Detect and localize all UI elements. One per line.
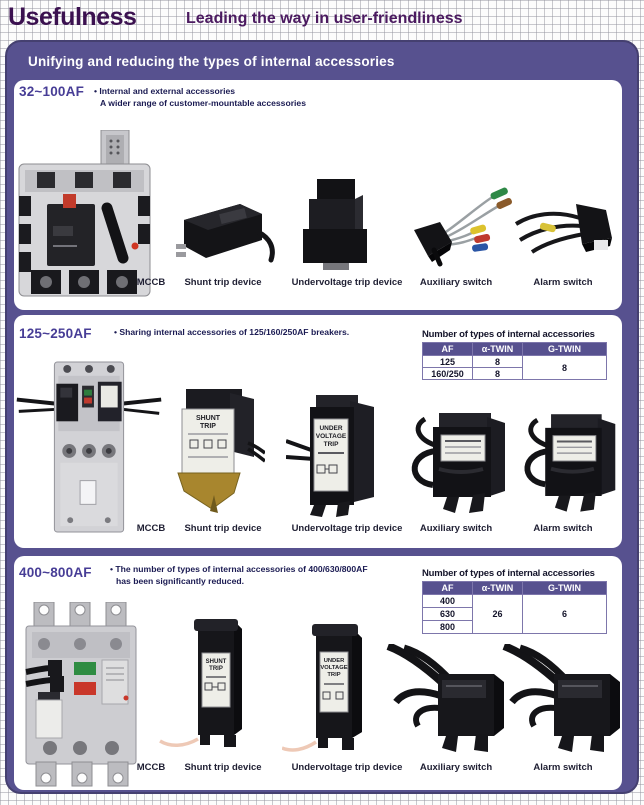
cell-af: 160/250 (423, 368, 473, 380)
device-label-alarm: Alarm switch (533, 523, 593, 534)
device-label-mccb: MCCB (136, 762, 166, 773)
accessories-table (422, 568, 617, 634)
bullet-line: • The number of types of internal accessories of 400/630/800AF (110, 564, 368, 574)
auxiliary-switch-image (406, 184, 513, 269)
alarm-switch-image (516, 404, 626, 514)
page-title: Usefulness (8, 3, 137, 31)
shunt-label-text: TRIP (200, 423, 216, 430)
banner-heading: Unifying and reducing the types of internal accessories (28, 54, 395, 69)
cell-gtwin-merged: 8 (523, 356, 607, 380)
shunt-label-text: TRIP (209, 666, 223, 672)
uv-label-text: VOLTAGE (320, 665, 348, 671)
bullet-line: has been significantly reduced. (116, 575, 244, 586)
shunt-label-text: SHUNT (205, 659, 227, 665)
section-bullets (114, 327, 349, 339)
device-label-auxiliary: Auxiliary switch (419, 523, 493, 534)
section-32-100af (14, 80, 622, 310)
col-header-af: AF (423, 582, 473, 595)
cell-af: 400 (423, 595, 473, 608)
section-400-800af (14, 556, 622, 790)
uv-label-text: VOLTAGE (315, 433, 347, 440)
section-heading: 32~100AF (19, 84, 85, 99)
device-label-alarm: Alarm switch (533, 762, 593, 773)
device-label-auxiliary: Auxiliary switch (419, 762, 493, 773)
bullet-line: A wider range of customer-mountable accessories (100, 97, 306, 108)
undervoltage-trip-device-image (297, 177, 375, 272)
shunt-label-text: SHUNT (195, 415, 221, 422)
cell-gtwin-merged: 6 (523, 595, 607, 634)
accessories-table (422, 329, 617, 380)
device-label-undervoltage: Undervoltage trip device (291, 523, 403, 534)
cell-af: 125 (423, 356, 473, 368)
uv-label-text: UNDER (323, 658, 345, 664)
page-subtitle: Leading the way in user-friendliness (186, 10, 463, 27)
col-header-alpha-twin: α-TWIN (473, 582, 523, 595)
alarm-switch-image (510, 184, 622, 271)
device-label-auxiliary: Auxiliary switch (419, 277, 493, 288)
device-label-shunt: Shunt trip device (184, 523, 262, 534)
device-label-alarm: Alarm switch (533, 277, 593, 288)
mccb-image (22, 602, 140, 787)
mccb-image (14, 360, 164, 535)
section-125-250af (14, 315, 622, 548)
cell-alpha: 8 (473, 368, 523, 380)
shunt-trip-device-image (170, 387, 265, 517)
bullet-line: • Internal and external accessories (94, 86, 236, 96)
cell-af: 800 (423, 621, 473, 634)
uv-label-text: UNDER (319, 425, 343, 432)
section-bullets (94, 86, 306, 109)
undervoltage-trip-device-image (282, 622, 385, 757)
mccb-image (17, 130, 152, 300)
uv-label-text: TRIP (327, 672, 341, 678)
device-label-shunt: Shunt trip device (184, 277, 262, 288)
cell-af: 630 (423, 608, 473, 621)
device-label-undervoltage: Undervoltage trip device (291, 762, 403, 773)
undervoltage-trip-device-image (286, 393, 391, 520)
col-header-g-twin: G-TWIN (523, 343, 607, 356)
cell-alpha: 8 (473, 356, 523, 368)
device-label-mccb: MCCB (136, 523, 166, 534)
col-header-af: AF (423, 343, 473, 356)
table-title: Number of types of internal accessories (422, 329, 595, 340)
col-header-alpha-twin: α-TWIN (473, 343, 523, 356)
table-title: Number of types of internal accessories (422, 568, 595, 579)
alarm-switch-image (498, 644, 626, 754)
uv-label-text: TRIP (323, 441, 339, 448)
device-label-mccb: MCCB (136, 277, 166, 288)
section-heading: 400~800AF (19, 565, 92, 580)
main-purple-container (5, 40, 639, 794)
section-bullets (110, 564, 368, 587)
col-header-g-twin: G-TWIN (523, 582, 607, 595)
auxiliary-switch-image (403, 403, 516, 515)
device-label-shunt: Shunt trip device (184, 762, 262, 773)
bullet-line: • Sharing internal accessories of 125/160/250AF breakers. (114, 327, 350, 337)
shunt-trip-device-image (158, 617, 268, 752)
shunt-trip-device-image (172, 200, 287, 268)
section-heading: 125~250AF (19, 326, 92, 341)
auxiliary-switch-image (382, 644, 510, 754)
cell-alpha-merged: 26 (473, 595, 523, 634)
device-label-undervoltage: Undervoltage trip device (291, 277, 403, 288)
